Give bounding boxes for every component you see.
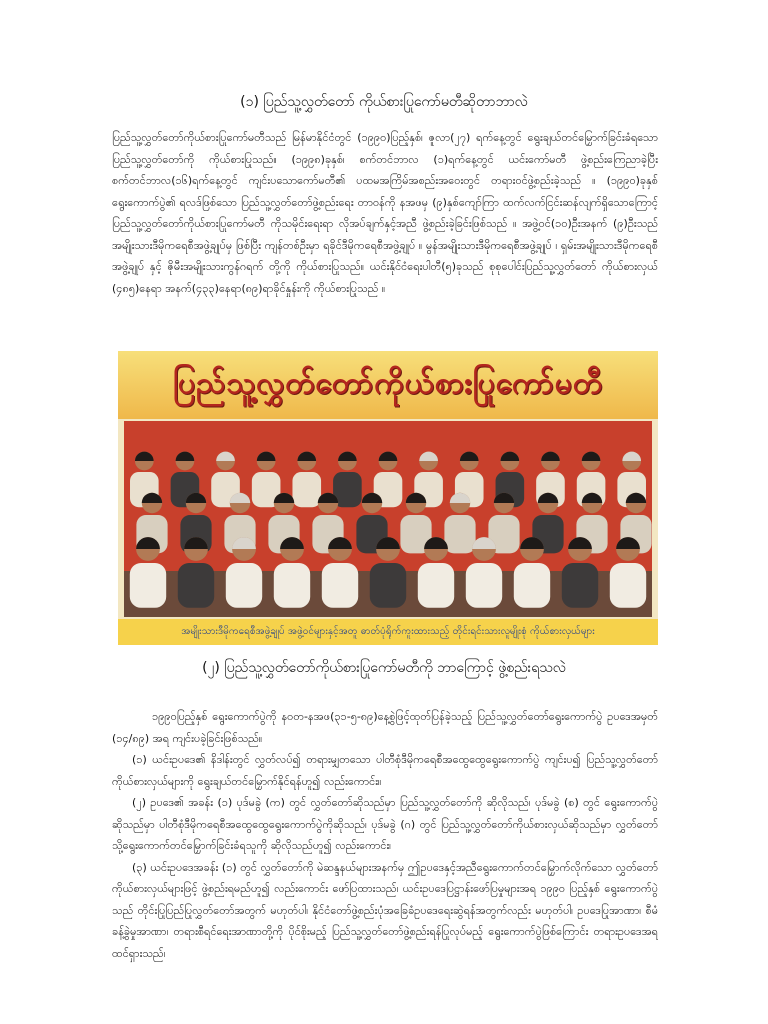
person-body xyxy=(514,563,550,608)
person-body xyxy=(562,563,598,608)
section-2-paragraph: (၂) ဥပဒေ၏ အခန်း (၁) ပုဒ်မခွဲ (က) တွင် လွှတ်တော်ဆိုသည်မှာ ပြည်သူ့လွှတ်တော်ကို ဆိုလိုသည်၊ ပုဒ်မခွဲ (စ) တွင် ရွေးကောက်ပွဲဆိုသည်မှာ ပါတီစုံဒီမိုကရေစီအထွေထွေရွေးကောက်ပွဲကိုဆိုသည်၊ ပုဒ်မခွဲ (ဂ) တွင် ပြည်သူ့လွှတ်တော်ကိုယ်စားလှယ်ဆိုသည်မှာ လွှတ်တော်သို့ရွေးကောက်တင်မြှောက်ခြင်းခံရသူကို ဆိုလိုသည်ဟူ၍ လည်းကောင်း၊ xyxy=(112,796,658,852)
section-1-heading: (၁) ပြည်သူ့လွှတ်တော် ကိုယ်စားပြုကော်မတီဆိုတာဘာလဲ xyxy=(240,94,528,110)
person-body xyxy=(292,472,321,507)
person-body xyxy=(178,563,214,608)
photo-image xyxy=(124,421,652,617)
person-body xyxy=(610,563,646,608)
person-body xyxy=(444,515,475,553)
person-body xyxy=(322,563,358,608)
photo-banner-title: ပြည်သူ့လွှတ်တော်ကိုယ်စားပြုကော်မတီ xyxy=(118,351,658,419)
section-2-paragraph: (၁) ယင်းဥပဒေ၏ နိဒါန်းတွင် လွှတ်လပ်၍ တရားမျှတသော ပါတီစုံဒီမိုကရေစီအထွေထွေရွေးကောက်ပွဲ ကျင်းပ၍ ပြည်သူ့လွှတ်တော်ကိုယ်စားလှယ်များကို ရွေးချယ်တင်မြှောက်နိုင်ရန်ဟူ၍ လည်းကောင်း။ xyxy=(112,753,658,788)
person-body xyxy=(466,563,502,608)
person-body xyxy=(226,563,262,608)
person-body xyxy=(130,563,166,608)
section-1-paragraph: ပြည်သူ့လွှတ်တော်ကိုယ်စားပြုကော်မတီသည် မြန်မာနိုင်ငံတွင် (၁၉၉၀)ပြည့်နှစ်၊ ဇူလာ(၂၇) ရက်နေ့တွင် ရွေးချယ်တင်မြှောက်ခြင်းခံရသော ပြည်သူ့လွှတ်တော်ကို ကိုယ်စားပြုသည်။ (၁၉၉၈)ခုနှစ်၊ စက်တင်ဘာလ (၁)ရက်နေ့တွင် ယင်းကော်မတီ ဖွဲ့စည်းကြေညာခဲ့ပြီး စက်တင်ဘာလ(၁၆)ရက်နေ့တွင် ကျင်းပသောကော်မတီ၏ ပထမအကြိမ်အစည်းအဝေးတွင် တရားဝင်ဖွဲ့စည်းခဲ့သည် ။ (၁၉၉၀)ခုနှစ် ရွေးကောက်ပွဲ၏ ရလဒ်ဖြစ်သော ပြည်သူ့လွှတ်တော်ဖွဲ့စည်းရေး တာဝန်ကို နအဖမှ (၉)နှစ်ကျော်ကြာ ထက်လက်ငြင်းဆန်လျက်ရှိသောကြောင့် ပြည်သူ့လွှတ်တော်ကိုယ်စားပြုကော်မတီ ကိုသမိုင်းရေးရာ လိုအပ်ချက်နှင့်အညီ ဖွဲ့စည်းခဲ့ခြင်းဖြစ်သည် ။ အဖွဲ့ဝင်(၁၀)ဦးအနက် (၉)ဦးသည် အမျိုးသားဒီမိုကရေစီအဖွဲ့ချုပ်မှ ဖြစ်ပြီး ကျန်တစ်ဦးမှာ ရခိုင်ဒီမိုကရေစီအဖွဲ့ချုပ် ။ မွန်အမျိုးသားဒီမိုကရေစီအဖွဲ့ချုပ် ၊ ရှမ်းအမျိုးသားဒီမိုကရေစီအဖွဲ့ချုပ် နှင့် ဇိုမီးအမျိုးသားကွန်ဂရက် တို့ကို ကိုယ်စားပြုသည်။ ယင်းနိုင်ငံရေးပါတီ(၅)ခုသည် စုစုပေါင်းပြည်သူ့လွှတ်တော် ကိုယ်စားလှယ် (၄၈၅)နေရာ အနက်(၄၃၃)နေရာ(၈၉)ရာခိုင်နှုန်းကို ကိုယ်စားပြုသည် ။ xyxy=(112,131,658,295)
group-photo xyxy=(118,351,658,645)
section-2-paragraph: ၁၉၉၀ပြည့်နှစ် ရွေးကောက်ပွဲကို နဝတ-နအဖ(၃၁-၅-၈၉)နေ့စွဲဖြင့်ထုတ်ပြန်ခဲ့သည့် ပြည်သူ့လွှတ်တော်ရွေးကောက်ပွဲ ဥပဒေအမှတ် (၁၄/၈၉) အရ ကျင်းပခဲ့ခြင်းဖြစ်သည်။ xyxy=(112,710,658,745)
person-body xyxy=(274,563,310,608)
photo-caption: အမျိုးသားဒီမိုကရေစီအဖွဲ့ချုပ် အဖွဲ့ဝင်များနှင့်အတူ ဓာတ်ပုံရိုက်ကူးထားသည့် တိုင်းရင်းသားလူမျိုးစုံ ကိုယ်စားလှယ်များ xyxy=(118,619,658,645)
section-2-heading: (၂) ပြည်သူ့လွှတ်တော်ကိုယ်စားပြုကော်မတီကို ဘာကြောင့် ဖွဲ့စည်းရသလဲ xyxy=(202,660,566,676)
section-2-body xyxy=(112,706,658,994)
person-body xyxy=(418,563,454,608)
person-body xyxy=(370,563,406,608)
group-photo-illustration xyxy=(124,421,652,617)
section-2-paragraph: (၃) ယင်းဥပဒေအခန်း (၁) တွင် လွှတ်တော်ကို မဲဆန္ဒနယ်များအနက်မှ ဤဥပဒေနှင့်အညီရွေးကောက်တင်မြှောက်လိုက်သော လွှတ်တော်ကိုယ်စားလှယ်များဖြင့် ဖွဲ့စည်းရမည်ဟူ၍ လည်းကောင်း ဖော်ပြထားသည်၊ ယင်းဥပဒေပြဋ္ဌာန်းဖော်ပြမှုများအရ ၁၉၉၀ ပြည့်နှစ် ရွေးကောက်ပွဲ သည် တိုင်းပြုပြည်ပြုလွှတ်တော်အတွက် မဟုတ်ပါ၊ နိုင်ငံတော်ဖွဲ့စည်းပုံအခြေခံဥပဒေရေးဆွဲရန်အတွက်လည်း မဟုတ်ပါ၊ ဥပဒေပြုအာဏာ၊ စီမံခန့်ခွဲမှုအာဏာ၊ တရားစီရင်ရေးအာဏာတို့ကို ပိုင်စိုးမည့် ပြည်သူ့လွှတ်တော်ဖွဲ့စည်းရန်ပြုလုပ်မည့် ရွေးကောက်ပွဲဖြစ်ကြောင်း တရားဥပဒေအရထင်ရှားသည်၊ xyxy=(112,860,658,960)
